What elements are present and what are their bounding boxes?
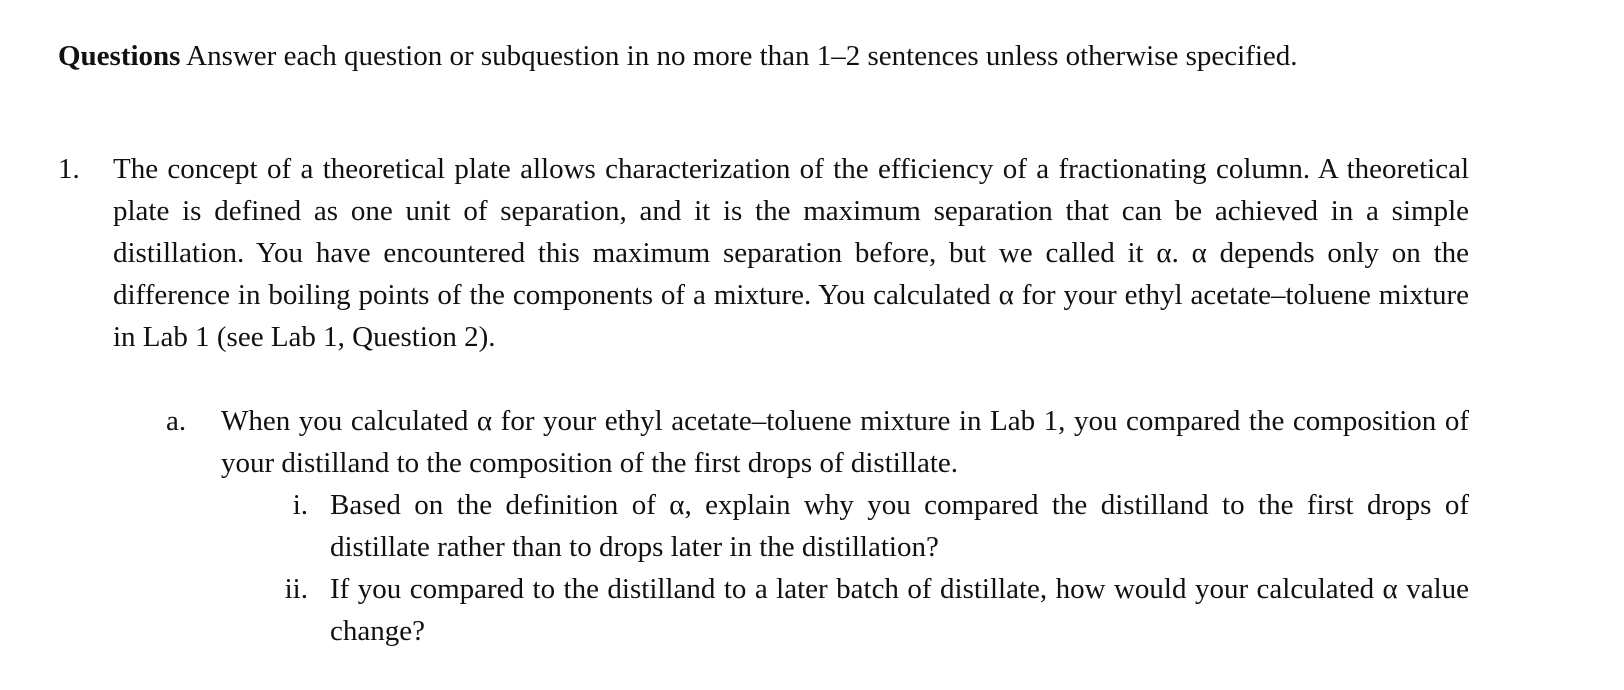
question-1	[58, 148, 1469, 358]
subquestion-a-ii	[268, 568, 1469, 652]
subquestion-a-ii-text: If you compared to the distilland to a later batch of distillate, how would your calculated α value change?	[330, 573, 1469, 647]
subquestion-a-letter: a.	[166, 405, 187, 437]
subquestion-a-text: When you calculated α for your ethyl acetate–toluene mixture in Lab 1, you compared the composition of your distilland to the composition of the first drops of distillate.	[221, 405, 1469, 479]
questions-heading: Questions	[58, 40, 181, 72]
instructions-paragraph	[58, 35, 1469, 77]
subquestion-a-i	[268, 484, 1469, 568]
subquestion-a	[166, 400, 1469, 484]
instructions-text: Answer each question or subquestion in no more than 1–2 sentences unless otherwise specified.	[180, 40, 1298, 72]
subquestion-a-ii-number: ii.	[284, 573, 308, 605]
question-1-text: The concept of a theoretical plate allows characterization of the efficiency of a fractionating column. A theoretical plate is defined as one unit of separation, and it is the maximum separation that can be achieved in a simple distillation. You have encountered this maximum separation before, but we called it α. α depends only on the difference in boiling points of the components of a mixture. You calculated α for your ethyl acetate–toluene mixture in Lab 1 (see Lab 1, Question 2).	[113, 153, 1469, 353]
subquestion-a-i-number: i.	[292, 489, 308, 521]
subquestion-a-i-text: Based on the definition of α, explain why you compared the distilland to the first drops of distillate rather than to drops later in the distillation?	[330, 489, 1469, 563]
question-1-number: 1.	[58, 153, 80, 185]
